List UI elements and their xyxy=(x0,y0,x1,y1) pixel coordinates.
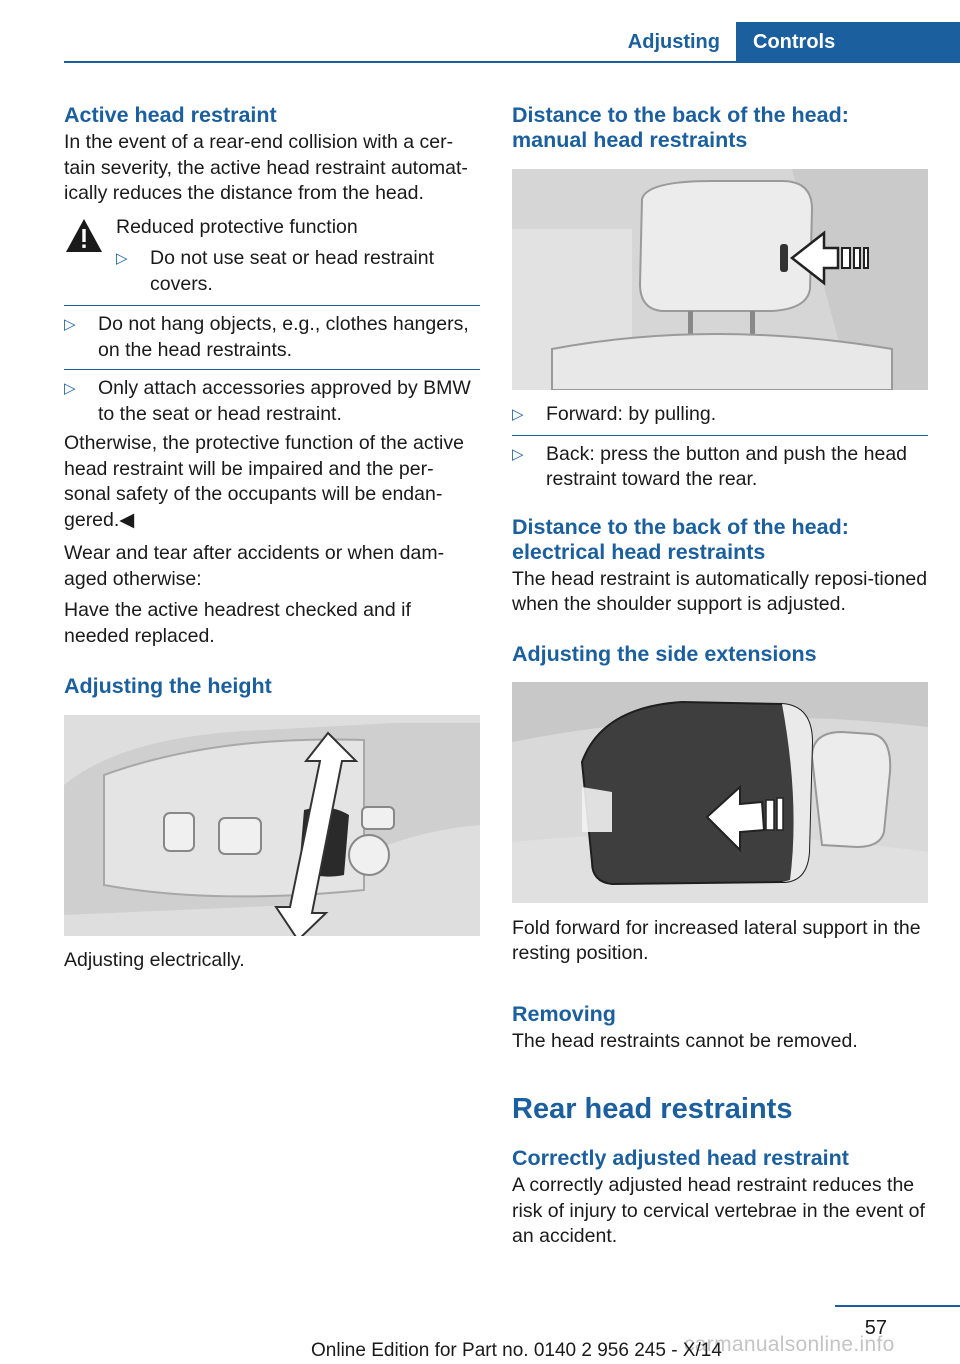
list-item xyxy=(512,435,928,493)
edition-text: Online Edition for Part no. 0140 2 956 245 - X/14 xyxy=(311,1340,722,1361)
triangle-right-icon: ▷ xyxy=(64,316,76,333)
warning-title: Reduced protective function xyxy=(116,215,358,238)
list-item-text: Back: press the button and push the head restraint toward the rear. xyxy=(546,442,908,490)
side-caption: Fold forward for increased lateral support in the resting position. xyxy=(512,916,921,964)
active-intro-text: In the event of a rear-end collision with a cer‐tain severity, the active head restraint automat‐ically reduces the distance from the head. xyxy=(64,131,468,204)
header-section: Adjusting xyxy=(627,31,720,53)
manual-head-restraint-figure xyxy=(512,169,928,390)
warning-list xyxy=(116,246,480,297)
manual-bullet-list xyxy=(512,402,928,493)
header-rule xyxy=(64,61,960,63)
list-item-text: Only attach accessories approved by BMW to the seat or head restraint. xyxy=(98,377,471,425)
warning-triangle-icon xyxy=(64,217,104,255)
footer-rule xyxy=(835,1305,960,1307)
seat-controls-figure xyxy=(64,715,480,936)
adjusting-height-heading: Adjusting the height xyxy=(64,674,272,698)
wear-text: Wear and tear after accidents or when dam‐aged otherwise: xyxy=(64,542,445,590)
rear-head-restraints-heading: Rear head restraints xyxy=(512,1093,793,1125)
height-caption: Adjusting electrically. xyxy=(64,949,245,971)
otherwise-text: Otherwise, the protective function of the active head restraint will be impaired and the per‐sonal safety of the occupants will be endan‐gered.◀ xyxy=(64,432,464,531)
list-item xyxy=(64,369,480,427)
removing-heading: Removing xyxy=(512,1001,616,1026)
triangle-right-icon: ▷ xyxy=(116,250,128,267)
triangle-right-icon: ▷ xyxy=(512,406,524,423)
have-checked-text: Have the active headrest checked and if needed replaced. xyxy=(64,599,411,647)
side-extensions-heading: Adjusting the side extensions xyxy=(512,641,817,666)
list-item-text: Do not hang objects, e.g., clothes hangers, on the head restraints. xyxy=(98,313,469,361)
side-extensions-figure xyxy=(512,682,928,903)
list-item xyxy=(64,305,480,363)
electrical-head-restraints-heading: Distance to the back of the head: electrical head restraints xyxy=(512,514,849,564)
left-bullet-list xyxy=(64,305,480,427)
warning-list-item xyxy=(116,246,480,297)
manual-head-restraints-heading: Distance to the back of the head: manual head restraints xyxy=(512,103,849,152)
correctly-adjusted-heading: Correctly adjusted head restraint xyxy=(512,1146,849,1170)
triangle-right-icon: ▷ xyxy=(64,380,76,397)
triangle-right-icon: ▷ xyxy=(512,445,524,463)
left-column xyxy=(64,103,480,974)
warning-item-text: Do not use seat or head restraint covers. xyxy=(150,247,434,295)
header-tab: Controls xyxy=(736,22,960,62)
watermark: carmanualsonline.info xyxy=(684,1333,895,1356)
warning-box xyxy=(64,215,480,298)
list-item-text: Forward: by pulling. xyxy=(546,403,717,425)
right-column xyxy=(512,103,928,1250)
correctly-adjusted-text: A correctly adjusted head restraint reduces the risk of injury to cervical vertebrae in the event of an accident. xyxy=(512,1174,925,1247)
active-head-restraint-heading: Active head restraint xyxy=(64,103,277,127)
removing-text: The head restraints cannot be removed. xyxy=(512,1029,858,1052)
electrical-text: The head restraint is automatically reposi‐tioned when the shoulder support is adjusted. xyxy=(512,567,928,615)
page-number: 57 xyxy=(864,1317,887,1339)
list-item xyxy=(512,402,928,428)
